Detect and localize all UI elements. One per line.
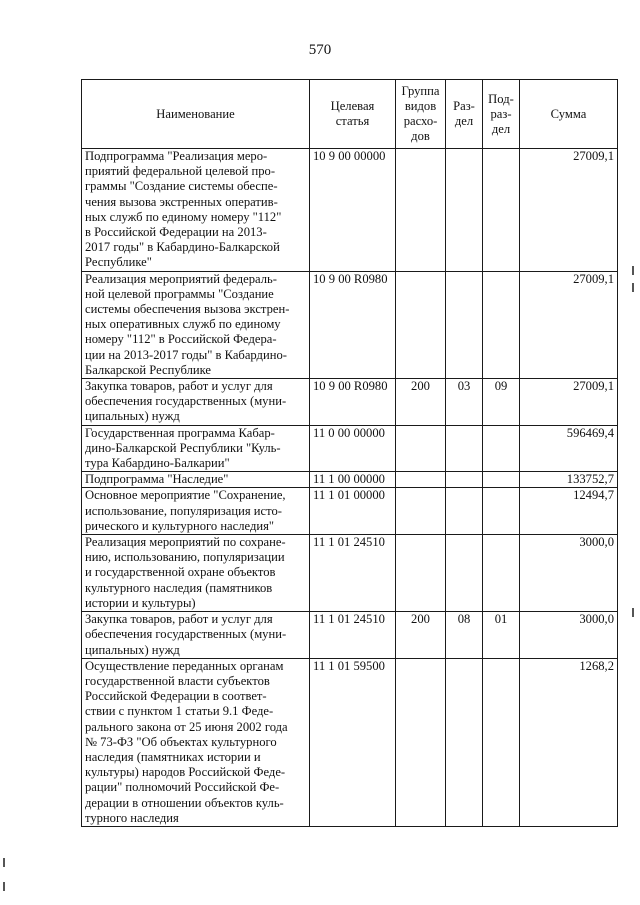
cell-expense-group: [396, 535, 446, 612]
column-header-section: [446, 80, 483, 149]
cell-section: [446, 488, 483, 535]
cell-name: [82, 612, 310, 659]
header-line: Целевая: [330, 99, 375, 113]
table-row: [82, 425, 618, 472]
name-line: наследия (памятниках истории и: [85, 749, 261, 764]
name-line: рического и культурного наследия": [85, 518, 275, 533]
name-line: культуры) народов Российской Феде-: [85, 765, 286, 780]
cell-name: [82, 425, 310, 472]
cell-section: [446, 425, 483, 472]
name-line: дерации в отношении объектов куль-: [85, 795, 284, 810]
name-line: ной целевой программы "Создание: [85, 286, 274, 301]
table-body: [82, 149, 618, 827]
cell-amount: 133752,7: [520, 472, 618, 488]
edge-mark: [3, 882, 5, 891]
cell-amount: 3000,0: [520, 535, 618, 612]
cell-name: [82, 658, 310, 826]
name-line: рального закона от 25 июня 2002 года: [85, 719, 288, 734]
table-row: [82, 658, 618, 826]
cell-amount: 596469,4: [520, 425, 618, 472]
cell-target-article: 11 0 00 00000: [310, 425, 396, 472]
name-line: Подпрограмма "Наследие": [85, 472, 229, 487]
cell-amount: 27009,1: [520, 149, 618, 272]
cell-subsection: [483, 658, 520, 826]
name-line: Закупка товаров, работ и услуг для: [85, 379, 273, 394]
header-row: [82, 80, 618, 149]
cell-subsection: [483, 425, 520, 472]
cell-section: [446, 271, 483, 378]
cell-name: [82, 488, 310, 535]
cell-name: [82, 472, 310, 488]
name-line: номеру "112" в Российской Федера-: [85, 332, 277, 347]
cell-expense-group: [396, 472, 446, 488]
cell-section: [446, 658, 483, 826]
cell-target-article: 11 1 01 00000: [310, 488, 396, 535]
cell-subsection: [483, 488, 520, 535]
name-line: истории и культуры): [85, 595, 196, 610]
name-line: системы обеспечения вызова экстрен-: [85, 302, 290, 317]
cell-target-article: 11 1 01 24510: [310, 612, 396, 659]
edge-mark: [632, 283, 634, 292]
column-header-expense-group: [396, 80, 446, 149]
cell-expense-group: [396, 488, 446, 535]
cell-expense-group: [396, 658, 446, 826]
name-line: ципальных) нужд: [85, 642, 180, 657]
cell-subsection: 01: [483, 612, 520, 659]
cell-amount: 3000,0: [520, 612, 618, 659]
name-line: приятий федеральной целевой про-: [85, 164, 276, 179]
cell-target-article: 10 9 00 R0980: [310, 379, 396, 426]
cell-name: [82, 535, 310, 612]
cell-section: 08: [446, 612, 483, 659]
name-line: Реализация мероприятий по сохране-: [85, 535, 286, 550]
cell-amount: 12494,7: [520, 488, 618, 535]
budget-table: [81, 79, 618, 827]
name-line: Основное мероприятие "Сохранение,: [85, 488, 286, 503]
cell-subsection: 09: [483, 379, 520, 426]
cell-amount: 1268,2: [520, 658, 618, 826]
name-line: ции на 2013-2017 годы" в Кабардино-: [85, 347, 287, 362]
table-row: [82, 535, 618, 612]
cell-target-article: 11 1 01 24510: [310, 535, 396, 612]
header-line: раз-: [490, 106, 512, 121]
name-line: Республике": [85, 255, 152, 270]
name-line: Подпрограмма "Реализация меро-: [85, 149, 268, 163]
name-line: в Российской Федерации на 2013-: [85, 225, 267, 240]
table-row: [82, 488, 618, 535]
cell-expense-group: [396, 425, 446, 472]
edge-mark: [632, 608, 634, 617]
table-row: [82, 612, 618, 659]
header-line: Раз-: [453, 99, 475, 113]
edge-mark: [632, 266, 634, 275]
cell-expense-group: [396, 271, 446, 378]
name-line: использование, популяризация исто-: [85, 503, 282, 518]
name-line: культурного наследия (памятников: [85, 580, 273, 595]
cell-section: 03: [446, 379, 483, 426]
name-line: нию, использованию, популяризации: [85, 550, 285, 565]
name-line: Закупка товаров, работ и услуг для: [85, 612, 273, 627]
header-line: расхо-: [403, 114, 438, 128]
name-line: государственной власти субъектов: [85, 673, 270, 688]
cell-section: [446, 535, 483, 612]
header-name-text: Наименование: [156, 106, 235, 121]
column-header-name: [82, 80, 310, 149]
cell-amount: 27009,1: [520, 379, 618, 426]
cell-amount: 27009,1: [520, 271, 618, 378]
edge-mark: [3, 858, 5, 867]
page-number: 570: [308, 42, 332, 58]
name-line: 2017 годы" в Кабардино-Балкарской: [85, 240, 280, 255]
cell-expense-group: [396, 149, 446, 272]
name-line: ципальных) нужд: [85, 409, 180, 424]
name-line: Государственная программа Кабар-: [85, 425, 275, 440]
cell-name: [82, 149, 310, 272]
header-line: дел: [491, 121, 511, 136]
column-header-target-article: [310, 80, 396, 149]
name-line: ствии с пунктом 1 статьи 9.1 Феде-: [85, 704, 274, 719]
name-line: тура Кабардино-Балкарии": [85, 456, 230, 471]
name-line: ных оперативных служб по единому: [85, 317, 281, 332]
name-line: граммы "Создание системы обеспе-: [85, 179, 278, 194]
name-line: № 73-ФЗ "Об объектах культурного: [85, 734, 277, 749]
name-line: турного наследия: [85, 810, 179, 825]
header-line: Под-: [488, 91, 514, 106]
header-amount-text: Сумма: [550, 106, 587, 121]
name-line: ных служб по единому номеру "112": [85, 209, 282, 224]
header-line: дов: [411, 129, 430, 143]
cell-subsection: [483, 149, 520, 272]
cell-target-article: 11 1 01 59500: [310, 658, 396, 826]
column-header-amount: [520, 80, 618, 149]
header-line: Группа: [401, 84, 440, 98]
cell-target-article: 11 1 00 00000: [310, 472, 396, 488]
name-line: дино-Балкарской Республики "Куль-: [85, 440, 281, 455]
header-line: видов: [404, 99, 437, 113]
table-row: [82, 472, 618, 488]
name-line: Российской Федерации в соответ-: [85, 689, 267, 704]
cell-subsection: [483, 472, 520, 488]
name-line: рации" полномочий Российской Фе-: [85, 780, 280, 795]
table-row: [82, 379, 618, 426]
cell-target-article: 10 9 00 R0980: [310, 271, 396, 378]
column-header-subsection: [483, 80, 520, 149]
cell-section: [446, 149, 483, 272]
cell-expense-group: 200: [396, 379, 446, 426]
table-row: [82, 271, 618, 378]
name-line: Балкарской Республике: [85, 362, 211, 377]
cell-subsection: [483, 271, 520, 378]
cell-name: [82, 271, 310, 378]
name-line: чения вызова экстренных оператив-: [85, 194, 278, 209]
cell-section: [446, 472, 483, 488]
cell-subsection: [483, 535, 520, 612]
table-row: [82, 149, 618, 272]
name-line: обеспечения государственных (муни-: [85, 394, 287, 409]
name-line: и государственной охране объектов: [85, 565, 276, 580]
name-line: Реализация мероприятий федераль-: [85, 271, 277, 286]
cell-target-article: 10 9 00 00000: [310, 149, 396, 272]
name-line: Осуществление переданных органам: [85, 658, 284, 673]
header-line: статья: [335, 114, 370, 128]
cell-name: [82, 379, 310, 426]
cell-expense-group: 200: [396, 612, 446, 659]
header-line: дел: [454, 114, 474, 128]
name-line: обеспечения государственных (муни-: [85, 627, 287, 642]
